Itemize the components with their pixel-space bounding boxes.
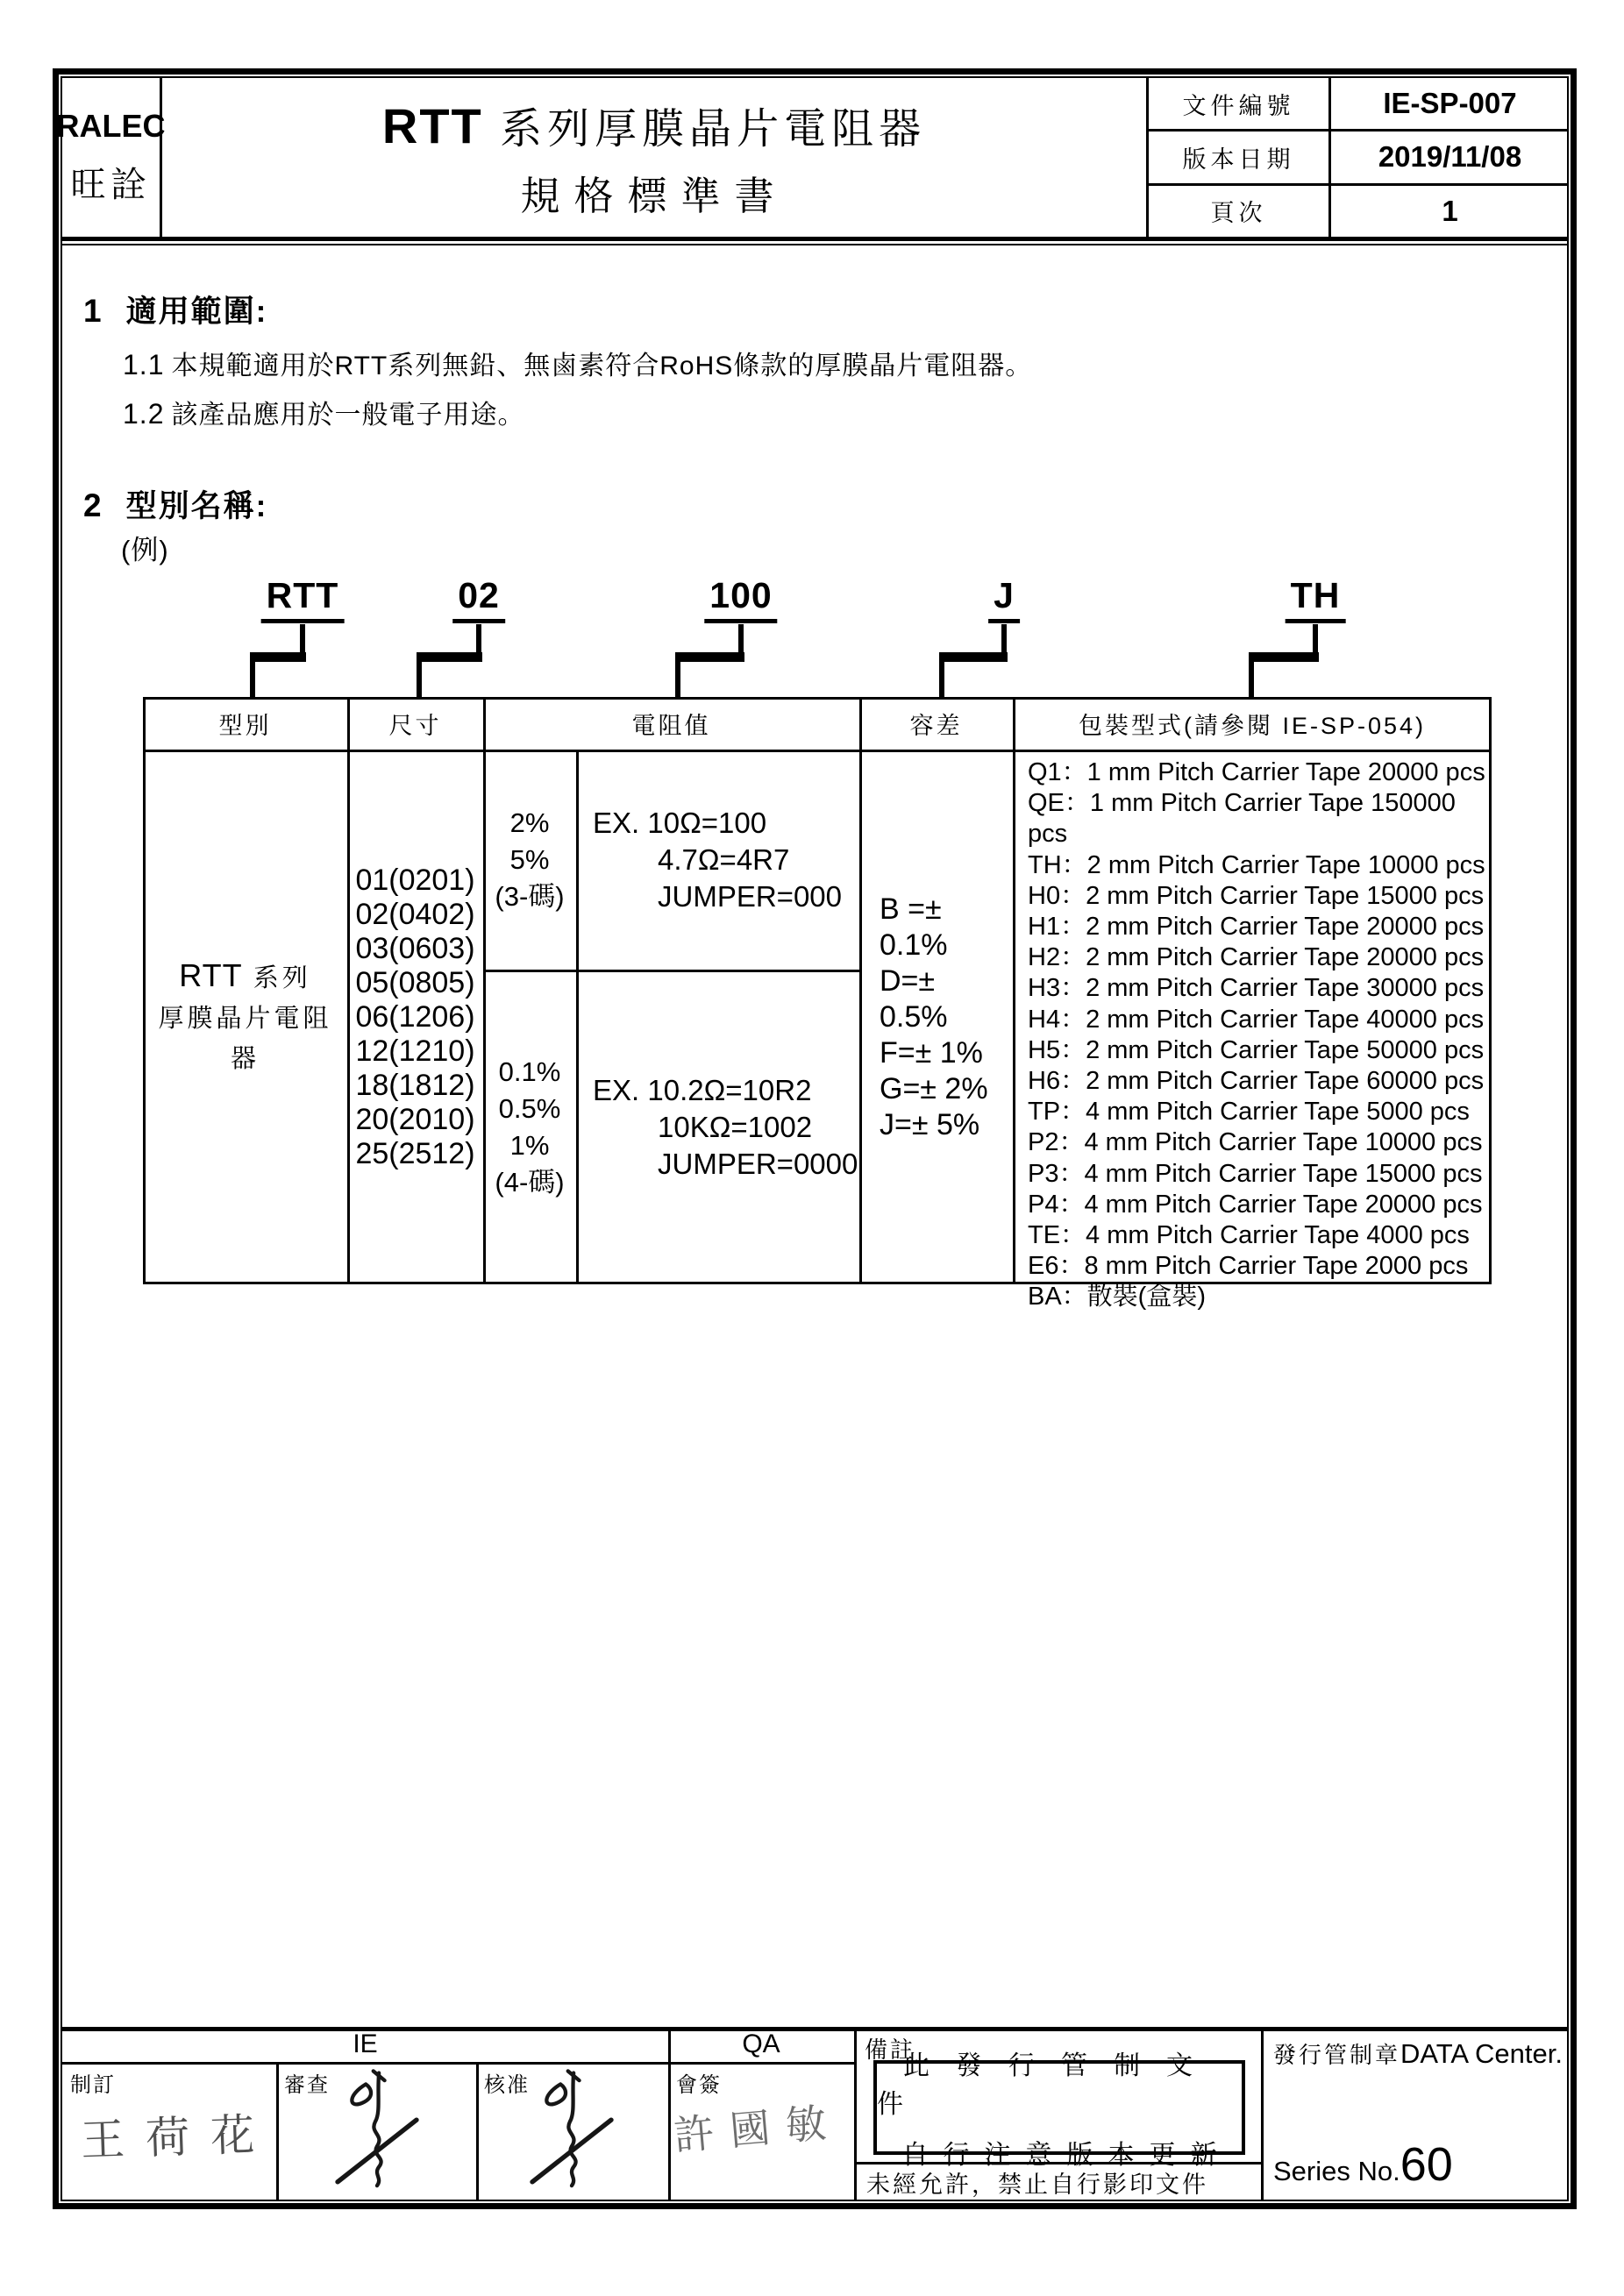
drafted-by-label: 制訂 [70,2073,116,2097]
item-1-1-number: 1.1 [123,349,165,380]
packaging-item: H0：2 mm Pitch Carrier Tape 15000 pcs [1028,881,1485,910]
tolerance-codes-3digit [486,752,573,967]
code-item: 5% [509,843,550,875]
col-header-tolerance: 容差 [909,712,963,739]
code-item: (3-碼) [495,880,565,912]
example-line: 4.7Ω=4R7 [658,842,790,876]
connector-line [250,652,255,700]
packaging-item: Q1：1 mm Pitch Carrier Tape 20000 pcs [1028,758,1485,786]
packaging-item: P4：4 mm Pitch Carrier Tape 20000 pcs [1028,1190,1483,1219]
stamp-value: DATA Center. [1400,2038,1563,2069]
doc-number-value: IE-SP-007 [1383,87,1517,120]
reviewed-by-label: 審查 [284,2073,330,2097]
remark-label: 備註 [865,2037,916,2063]
code-item: 1% [509,1129,550,1161]
section1-title: 適用範圍: [125,295,268,329]
size-item: 06(1206) [355,999,475,1034]
connector-line [939,652,944,700]
connector-line [1313,624,1318,656]
tolerance-item: G=± 2% [880,1071,988,1105]
tolerance-item: B =± 0.1% [880,892,948,962]
tolerance-codes-4digit [486,972,573,1282]
connector-line [675,652,680,700]
connector-line [1249,652,1254,700]
connector-line [738,624,744,656]
packaging-item: P2：4 mm Pitch Carrier Tape 10000 pcs [1028,1128,1483,1157]
company-name-chinese: 旺詮 [70,166,152,204]
item-1-2-text: 該產品應用於一般電子用途。 [171,401,525,430]
example-line: 10KΩ=1002 [658,1110,813,1143]
type-cell-line2: 厚膜晶片電阻器 [158,1004,332,1073]
section2-title: 型別名稱: [125,489,268,523]
connector-line [1249,652,1319,662]
packaging-item: TH：2 mm Pitch Carrier Tape 10000 pcs [1028,850,1485,879]
series-number [1273,2137,1453,2192]
col-header-resistance: 電阻值 [631,712,711,739]
section1-item-1 [123,344,1032,382]
size-item: 03(0603) [355,931,475,965]
size-item: 25(2512) [355,1136,475,1170]
connector-line [417,652,482,662]
example-line: JUMPER=0000 [658,1147,858,1180]
signature-scribble-reviewer [324,2065,430,2197]
section1-number: 1 [83,293,103,329]
example-line: EX. 10Ω=100 [593,806,767,839]
issue-control-stamp [1273,2037,1563,2070]
title-series-code: RTT [381,97,483,153]
packaging-item: H6：2 mm Pitch Carrier Tape 60000 pcs [1028,1067,1485,1096]
no-copy-notice: 未經允許，禁止自行影印文件 [866,2172,1208,2198]
part-code-packaging: TH [1286,575,1346,623]
size-item: 02(0402) [355,897,475,931]
info-row-docnumber [1149,78,1569,132]
series-label: Series No. [1273,2156,1400,2186]
connector-line [476,624,481,656]
signature-countersigner: 許國敏 [672,2097,844,2160]
stamp-label: 發行管制章 [1273,2042,1401,2068]
packaging-item: TP：4 mm Pitch Carrier Tape 5000 pcs [1028,1098,1470,1127]
page-number-value: 1 [1442,194,1458,227]
size-item: 20(2010) [355,1102,475,1136]
info-row-page [1149,186,1569,237]
part-code-tolerance: J [988,575,1020,623]
type-latin: RTT [179,956,243,993]
title-line2: 規格標準書 [520,173,788,218]
packaging-item: H4：2 mm Pitch Carrier Tape 40000 pcs [1028,1005,1485,1034]
signature-drafter: 王荷花 [80,2108,277,2166]
example-line: JUMPER=000 [658,879,843,913]
size-item: 18(1812) [355,1068,475,1102]
footer-grid-line [1261,2027,1264,2201]
code-item: 0.1% [498,1056,561,1087]
item-1-2-number: 1.2 [123,398,165,430]
connector-line [1001,624,1007,656]
packaging-item: H3：2 mm Pitch Carrier Tape 30000 pcs [1028,974,1485,1003]
connector-line [675,652,744,662]
connector-line [939,652,1008,662]
col-header-packaging: 包裝型式(請參閱 IE-SP-054) [1078,712,1427,739]
packaging-item: P3：4 mm Pitch Carrier Tape 15000 pcs [1028,1159,1483,1188]
size-list [350,752,481,1282]
tolerance-item: D=± 0.5% [880,963,948,1034]
series-value: 60 [1400,2138,1453,2191]
document-title [162,78,1146,237]
part-code-resistance: 100 [704,575,777,623]
section2-number: 2 [83,487,103,523]
info-row-version-date [1149,132,1569,185]
code-item: 2% [509,807,550,838]
example-line: EX. 10.2Ω=10R2 [593,1073,812,1106]
type-cell-line1 [179,956,310,999]
type-cjk1: 系列 [253,963,311,992]
size-item: 05(0805) [355,965,475,999]
dept-ie-label: IE [353,2029,378,2058]
approved-by-label: 核准 [484,2073,530,2097]
packaging-item: E6：8 mm Pitch Carrier Tape 2000 pcs [1028,1252,1469,1281]
remark-box-line1: 此發行管制文件 [877,2051,1219,2119]
packaging-item: TE：4 mm Pitch Carrier Tape 4000 pcs [1028,1221,1470,1250]
packaging-item: QE：1 mm Pitch Carrier Tape 150000 pcs [1028,789,1456,849]
title-line1 [382,95,926,155]
document-info-table [1146,78,1569,237]
signature-scribble-approver [519,2065,624,2197]
footer-grid-line [854,2027,857,2201]
packaging-list [1015,752,1489,1311]
tolerance-item: F=± 1% [880,1035,983,1070]
connector-line [250,652,306,662]
item-1-1-text: 本規範適用於RTT系列無鉛、無鹵素符合RoHS條款的厚膜晶片電阻器。 [171,352,1033,380]
part-code-series: RTT [261,575,345,623]
company-logo [56,78,166,237]
doc-number-label: 文件編號 [1149,78,1331,129]
version-date-value: 2019/11/08 [1378,140,1522,174]
packaging-item: BA：散裝(盒裝) [1028,1283,1207,1311]
resistance-example-4digit [579,972,859,1282]
controlled-document-stamp-box [873,2051,1245,2170]
tolerance-list [862,752,1010,1282]
type-cell [146,752,345,1282]
part-code-size: 02 [452,575,505,623]
version-date-label: 版本日期 [1149,132,1331,182]
size-item: 01(0201) [355,863,475,897]
code-item: (4-碼) [495,1166,565,1198]
company-name-latin: RALEC [56,108,166,144]
example-label: (例) [121,535,169,565]
dept-qa-label: QA [742,2029,780,2058]
section2-heading [83,482,267,526]
page-number-label: 頁次 [1149,186,1331,237]
section1-item-2 [123,393,524,431]
tolerance-item: J=± 5% [880,1107,980,1141]
code-item: 0.5% [498,1092,561,1124]
remark-box-line2: 自行注意版本更新 [901,2141,1232,2170]
header-divider [62,237,1569,245]
packaging-item: H1：2 mm Pitch Carrier Tape 20000 pcs [1028,913,1485,942]
section1-heading [83,288,267,331]
document-header [56,78,1569,237]
title-series-cjk: 系列厚膜晶片電阻器 [500,105,927,153]
col-header-size: 尺寸 [388,712,442,739]
packaging-item: H5：2 mm Pitch Carrier Tape 50000 pcs [1028,1035,1485,1064]
countersign-label: 會簽 [676,2073,722,2097]
col-header-type: 型別 [218,712,272,739]
connector-line [417,652,422,700]
size-item: 12(1210) [355,1034,475,1068]
packaging-item: H2：2 mm Pitch Carrier Tape 20000 pcs [1028,943,1485,972]
footer-grid-line [276,2062,279,2201]
connector-line [300,624,305,656]
resistance-example-3digit [579,752,859,967]
footer-grid-line [476,2062,479,2201]
footer-grid-line [62,2062,854,2065]
